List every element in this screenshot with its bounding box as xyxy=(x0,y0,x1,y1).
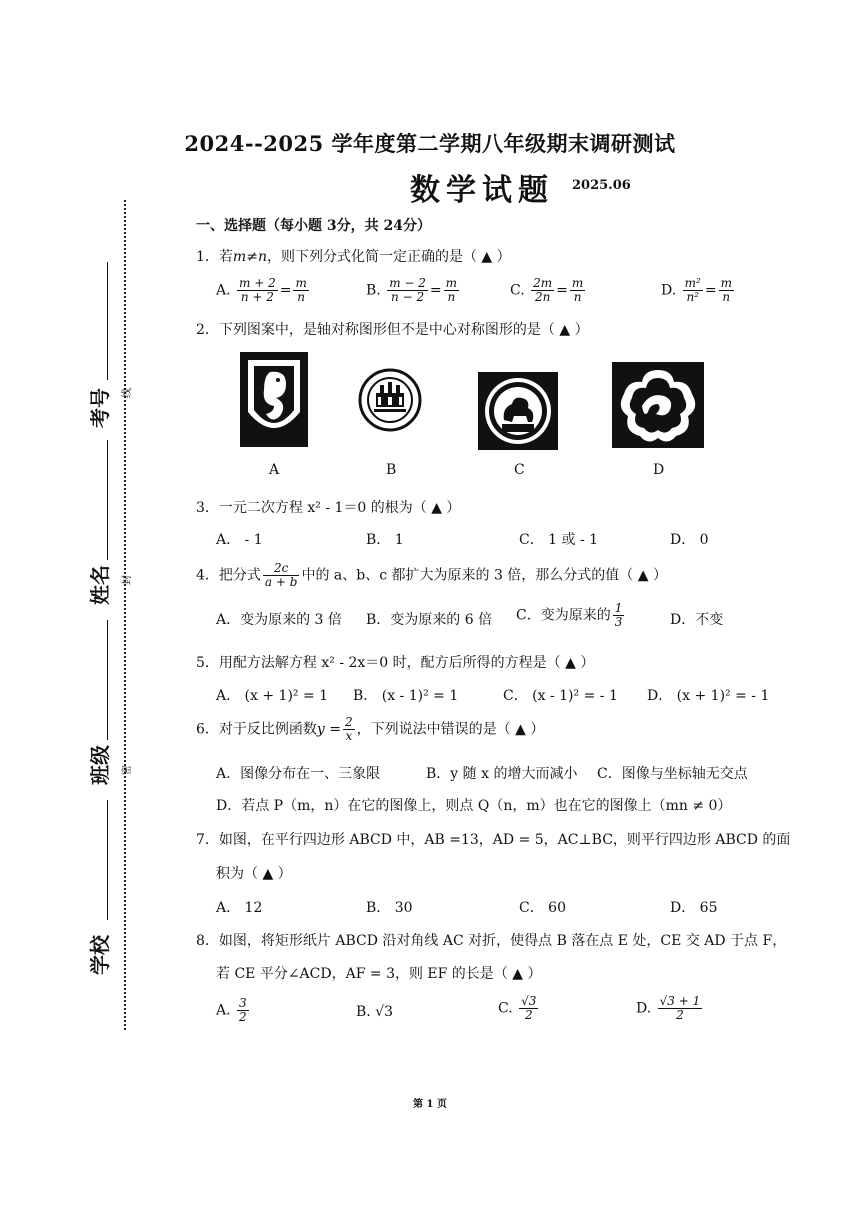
section-heading: 一、选择题（每小题 3分，共 24分） xyxy=(196,218,431,234)
figure-a-label: A xyxy=(269,462,280,478)
question-4-option-a[interactable]: A．变为原来的 3 倍 xyxy=(216,612,342,628)
figure-c-label: C xyxy=(514,462,525,478)
exam-subject: 数学试题 xyxy=(410,173,554,208)
fill-line-name xyxy=(107,440,108,560)
question-6-option-c[interactable]: C．图像与坐标轴无交点 xyxy=(597,766,748,782)
exam-date: 2025.06 xyxy=(572,178,631,193)
question-7-option-c[interactable]: C． 60 xyxy=(519,900,566,916)
fill-line-school xyxy=(107,800,108,920)
question-5-option-d[interactable]: D． (x + 1)² = - 1 xyxy=(647,688,770,704)
question-4-option-b[interactable]: B．变为原来的 6 倍 xyxy=(366,612,493,628)
question-6-stem: 6．对于反比例函数y = $\frac{2}{x}$ ，下列说法中错误的是（ ▲ ） xyxy=(196,715,545,743)
label-school: 学校 xyxy=(88,935,112,975)
question-5-option-b[interactable]: B． (x - 1)² = 1 xyxy=(353,688,459,704)
question-5-stem: 5．用配方法解方程 x² - 2x＝0 时，配方后所得的方程是（ ▲ ） xyxy=(196,655,595,671)
binding-dotted-line xyxy=(124,200,126,1030)
question-6-option-b[interactable]: B．y 随 x 的增大而减小 xyxy=(426,766,578,782)
cut-mark-secret: 密 xyxy=(122,765,133,775)
question-3-option-b[interactable]: B． 1 xyxy=(366,532,404,548)
question-1-option-a[interactable]: A. $\frac{m + 2}{n + 2}$ = $\frac{m}{n}$ xyxy=(216,276,307,304)
fill-line-exam-number xyxy=(107,262,108,380)
question-5-option-c[interactable]: C． (x - 1)² = - 1 xyxy=(503,688,618,704)
question-7-option-a[interactable]: A． 12 xyxy=(216,900,263,916)
fill-line-class xyxy=(107,620,108,740)
question-4-option-c[interactable]: C．变为原来的 $\frac{1}{3}$ xyxy=(516,601,623,629)
question-3-stem: 3．一元二次方程 x² - 1＝0 的根为（ ▲ ） xyxy=(196,500,461,516)
question-7-option-b[interactable]: B． 30 xyxy=(366,900,413,916)
question-8-option-d[interactable]: D. $\frac{√3 + 1}{2}$ xyxy=(636,994,701,1022)
question-6-option-a[interactable]: A．图像分布在一、三象限 xyxy=(216,766,381,782)
question-8-option-a[interactable]: A. $\frac{3}{2}$ xyxy=(216,996,247,1024)
figure-b-building-circle-emblem-icon[interactable] xyxy=(358,365,422,435)
question-4-stem: 4．把分式 $\frac{2c}{a + b}$ 中的 a、b、c 都扩大为原来的 3 倍，那么分式的值（ ▲ ） xyxy=(196,561,667,589)
page-number: 第 1 页 xyxy=(413,1099,447,1110)
question-7-stem-line-1: 7．如图，在平行四边形 ABCD 中，AB =13，AD = 5，AC⊥BC，则平行四边形 ABCD 的面 xyxy=(196,832,791,848)
question-8-stem-line-2: 若 CE 平分∠ACD，AF = 3，则 EF 的长是（ ▲ ） xyxy=(216,966,542,982)
figure-c-lion-seal-emblem-icon[interactable] xyxy=(478,372,558,450)
question-2-stem: 2．下列图案中，是轴对称图形但不是中心对称图形的是（ ▲ ） xyxy=(196,322,589,338)
question-6-option-d[interactable]: D．若点 P（m，n）在它的图像上，则点 Q（n，m）也在它的图像上（mn ≠ 0） xyxy=(216,798,732,814)
question-4-option-d[interactable]: D．不变 xyxy=(670,612,724,628)
figure-d-label: D xyxy=(653,462,665,478)
figure-a-seahorse-emblem-icon[interactable] xyxy=(240,352,308,447)
question-8-option-b[interactable]: B. √3 xyxy=(356,1004,394,1020)
exam-title: 2024--2025 学年度第二学期八年级期末调研测试 xyxy=(184,131,676,156)
question-1-option-c[interactable]: C. $\frac{2m}{2n}$ = $\frac{m}{n}$ xyxy=(510,276,584,304)
question-8-option-c[interactable]: C. $\frac{√3}{2}$ xyxy=(498,994,537,1022)
question-8-stem-line-1: 8．如图，将矩形纸片 ABCD 沿对角线 AC 对折，使得点 B 落在点 E 处，CE 交 AD 于点 F， xyxy=(196,933,787,949)
question-3-option-a[interactable]: A． - 1 xyxy=(216,532,263,548)
label-name: 姓名 xyxy=(88,565,112,605)
question-7-option-d[interactable]: D． 65 xyxy=(670,900,718,916)
question-3-option-c[interactable]: C． 1 或 - 1 xyxy=(519,532,599,548)
question-1-option-d[interactable]: D. $\frac{\text{m²}}{\text{n²}}$ = $\frac{m}{n}$ xyxy=(661,276,732,304)
question-3-option-d[interactable]: D． 0 xyxy=(670,532,709,548)
question-1-stem: 1．若m≠n，则下列分式化简一定正确的是（ ▲ ） xyxy=(196,249,511,265)
question-1-option-b[interactable]: B. $\frac{m - 2}{n - 2}$ = $\frac{m}{n}$ xyxy=(366,276,458,304)
figure-d-flower-dragon-emblem-icon[interactable] xyxy=(612,362,704,448)
label-class: 班级 xyxy=(88,745,112,785)
cut-mark-line: 线 xyxy=(122,388,133,398)
question-7-stem-line-2: 积为（ ▲ ） xyxy=(216,866,292,882)
question-5-option-a[interactable]: A． (x + 1)² = 1 xyxy=(216,688,329,704)
label-exam-number: 考号 xyxy=(88,388,112,428)
cut-mark-seal: 封 xyxy=(122,575,133,585)
figure-b-label: B xyxy=(386,462,397,478)
